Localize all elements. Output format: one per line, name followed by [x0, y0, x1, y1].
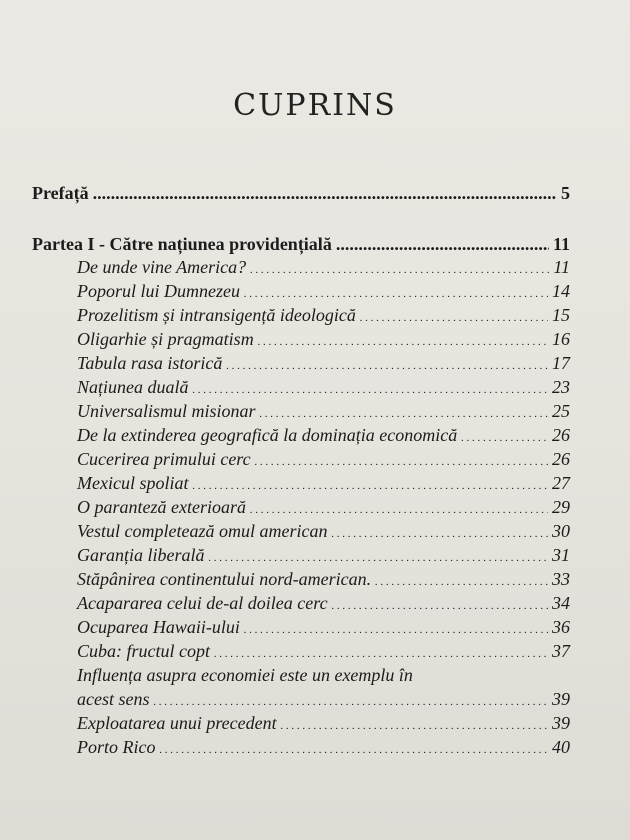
- dot-leader: [360, 304, 548, 329]
- toc-page-number: 39: [552, 713, 570, 733]
- dot-leader: [244, 280, 548, 305]
- toc-label: O paranteză exterioară: [77, 497, 246, 517]
- toc-entry: [77, 304, 570, 329]
- toc-label: Mexicul spoliat: [77, 473, 189, 493]
- toc-entry: [77, 640, 570, 665]
- toc-label: Partea I - Către națiunea providențială: [32, 234, 332, 254]
- toc-label: Tabula rasa istorică: [77, 353, 223, 373]
- dot-leader: [244, 616, 548, 641]
- toc-page-number: 11: [552, 234, 570, 254]
- toc-page-number: 25: [552, 401, 570, 421]
- dot-leader: [336, 233, 549, 255]
- dot-leader: [209, 544, 548, 569]
- dot-leader: [331, 520, 548, 545]
- toc-page-number: 39: [552, 689, 570, 709]
- dot-leader: [258, 328, 548, 353]
- toc-page-number: 26: [552, 449, 570, 469]
- toc-page-number: 30: [552, 521, 570, 541]
- toc-label: Prozelitism și intransigență ideologică: [77, 305, 356, 325]
- toc-page-number: 40: [552, 737, 570, 757]
- toc-label: Ocuparea Hawaii-ului: [77, 617, 240, 637]
- toc-entry: [77, 520, 570, 545]
- dot-leader: [250, 496, 548, 521]
- toc-entry: [77, 688, 570, 713]
- toc-label: Garanția liberală: [77, 545, 205, 565]
- dot-leader: [153, 688, 548, 713]
- dot-leader: [226, 352, 548, 377]
- toc-entry: [77, 712, 570, 737]
- toc-page-number: 26: [552, 425, 570, 445]
- toc-entry: [77, 736, 570, 761]
- dot-leader: [192, 472, 548, 497]
- toc-entry: [77, 616, 570, 641]
- toc-entry: [77, 424, 570, 449]
- toc-page-number: 15: [552, 305, 570, 325]
- dot-leader: [332, 592, 548, 617]
- toc-page-number: 16: [552, 329, 570, 349]
- toc-label: Exploatarea unui precedent: [77, 713, 277, 733]
- dot-leader: [250, 256, 549, 281]
- toc-label: Poporul lui Dumnezeu: [77, 281, 240, 301]
- toc-page-number: 5: [561, 183, 570, 203]
- toc-page-number: 37: [552, 641, 570, 661]
- toc-page-number: 31: [552, 545, 570, 565]
- dot-leader: [160, 736, 549, 761]
- dot-leader: [260, 400, 548, 425]
- toc-page-number: 23: [552, 377, 570, 397]
- toc-label: Stăpânirea continentului nord-american.: [77, 569, 372, 589]
- toc-entry: [77, 280, 570, 305]
- toc-label: Vestul completează omul american: [77, 521, 328, 541]
- toc-page-number: 33: [552, 569, 570, 589]
- toc-page-number: 27: [552, 473, 570, 493]
- toc-label: Oligarhie și pragmatism: [77, 329, 254, 349]
- toc-entry: [77, 256, 570, 281]
- dot-leader: [255, 448, 548, 473]
- toc-label: Prefață: [32, 183, 89, 203]
- toc-label: acest sens: [77, 689, 150, 709]
- toc-entry: [77, 592, 570, 617]
- toc-label: De unde vine America?: [77, 257, 247, 277]
- toc-label: Porto Rico: [77, 737, 156, 757]
- toc-label: Cuba: fructul copt: [77, 641, 210, 661]
- toc-entry: [77, 472, 570, 497]
- toc-page-number: 36: [552, 617, 570, 637]
- dot-leader: [461, 424, 548, 449]
- page-title: CUPRINS: [233, 88, 397, 123]
- toc-entry: [77, 568, 570, 593]
- dot-leader: [193, 376, 549, 401]
- toc-entry: [77, 448, 570, 473]
- dot-leader: [214, 640, 548, 665]
- toc-entry: [77, 544, 570, 569]
- dot-leader: [281, 712, 548, 737]
- dot-leader: [375, 568, 548, 593]
- toc-entry: [77, 328, 570, 353]
- toc-page-number: 34: [552, 593, 570, 613]
- toc-entry: [77, 352, 570, 377]
- toc-entry: [77, 496, 570, 521]
- toc-page-number: 14: [552, 281, 570, 301]
- toc-label: De la extinderea geografică la dominația economică: [77, 425, 458, 445]
- toc-label: Acapararea celui de-al doilea cerc: [77, 593, 328, 613]
- toc-entry: [77, 376, 570, 401]
- toc-entry: [77, 400, 570, 425]
- toc-page-number: 11: [553, 257, 570, 277]
- toc-label: Universalismul misionar: [77, 401, 256, 421]
- toc-label: Națiunea duală: [77, 377, 189, 397]
- toc-page-number: 17: [552, 353, 570, 373]
- toc-entry-preface: [32, 182, 570, 204]
- toc-entry-wrapped-first-line: Influența asupra economiei este un exemplu în: [77, 665, 413, 685]
- toc-label: Cucerirea primului cerc: [77, 449, 251, 469]
- dot-leader: [93, 182, 557, 204]
- toc-page-number: 29: [552, 497, 570, 517]
- toc-entry-part-1: [32, 233, 570, 255]
